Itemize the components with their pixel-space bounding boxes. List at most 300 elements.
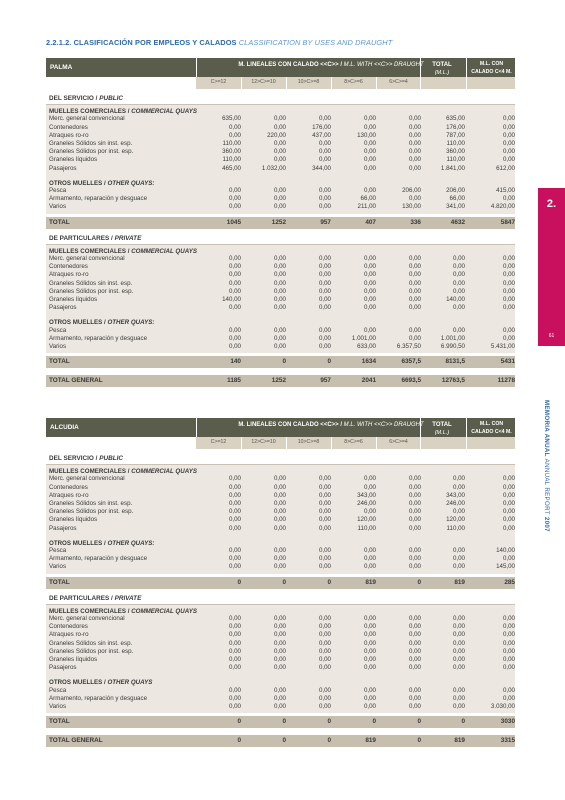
total-value: 0 — [417, 737, 421, 745]
cell-value: 0,00 — [318, 499, 331, 507]
draught-subheader: C>=12 — [210, 79, 227, 85]
cell-value: 246,00 — [357, 499, 376, 507]
table-row — [46, 640, 515, 648]
row-label: Graneles líquidos — [49, 655, 98, 663]
cell-value: 0,00 — [363, 639, 376, 647]
table-row — [46, 703, 515, 711]
table-row — [46, 140, 515, 148]
row-label: Atraques ro-ro — [49, 631, 89, 639]
table-row — [46, 492, 515, 500]
total-header-en: (M.L.) — [434, 70, 450, 76]
table-row — [46, 165, 515, 173]
row-label: Graneles Sólidos sin inst. esp. — [49, 279, 133, 287]
cell-value: 0,00 — [408, 295, 421, 303]
cell-value: 0,00 — [228, 631, 241, 639]
table-row — [46, 280, 515, 288]
cell-value: 0,00 — [502, 304, 515, 312]
table-row — [46, 148, 515, 156]
cell-value: 0,00 — [502, 615, 515, 623]
cell-value: 0,00 — [273, 508, 286, 516]
total-value: 0 — [372, 718, 376, 726]
cell-value: 0,00 — [273, 279, 286, 287]
cell-value: 0,00 — [273, 516, 286, 524]
cell-value: 635,00 — [446, 115, 465, 123]
group-heading-es: MUELLES COMERCIALES / — [49, 607, 130, 615]
cell-value: 0,00 — [452, 623, 465, 631]
subheader-divider — [420, 437, 421, 449]
cell-value: 0,00 — [363, 703, 376, 711]
cell-value: 0,00 — [408, 123, 421, 131]
cell-value: 0,00 — [363, 555, 376, 563]
cell-value: 0,00 — [408, 664, 421, 672]
total-row — [46, 577, 515, 589]
cell-value: 0,00 — [228, 187, 241, 195]
subheader-divider — [286, 77, 287, 89]
cell-value: 0,00 — [363, 563, 376, 571]
subheader-divider — [241, 77, 242, 89]
group-heading-en: COMMERCIAL QUAYS — [131, 108, 197, 115]
cell-value: 0,00 — [228, 516, 241, 524]
table-row — [46, 687, 515, 695]
cell-value: 0,00 — [228, 555, 241, 563]
cell-value: 0,00 — [452, 263, 465, 271]
group-heading — [46, 107, 515, 115]
cell-value: 0,00 — [363, 148, 376, 156]
data-block — [46, 244, 515, 354]
cell-value: 0,00 — [502, 263, 515, 271]
table-row — [46, 288, 515, 296]
section-heading-public: DEL SERVICIO / PUBLIC — [49, 95, 123, 102]
section-heading-es: DE PARTICULARES — [49, 594, 110, 602]
row-label: Contenedores — [49, 263, 88, 271]
cell-value: 0,00 — [228, 195, 241, 203]
cell-value: 787,00 — [446, 131, 465, 139]
group-heading-es: OTROS MUELLES / — [49, 679, 106, 687]
cell-value: 0,00 — [452, 279, 465, 287]
cell-value: 465,00 — [222, 164, 241, 172]
total-header-en: (M.L.) — [434, 430, 450, 436]
cell-value: 130,00 — [357, 131, 376, 139]
cell-value: 0,00 — [318, 187, 331, 195]
cell-value: 0,00 — [502, 115, 515, 123]
cell-value: 0,00 — [228, 475, 241, 483]
draught-subheader: 12>C>=10 — [251, 79, 276, 85]
cell-value: 0,00 — [228, 491, 241, 499]
row-label: Pasajeros — [49, 664, 77, 672]
cell-value: 0,00 — [452, 703, 465, 711]
cell-value: 0,00 — [408, 563, 421, 571]
cell-value: 0,00 — [408, 148, 421, 156]
cell-value: 211,00 — [357, 203, 376, 211]
cell-value: 0,00 — [363, 475, 376, 483]
cell-value: 0,00 — [363, 508, 376, 516]
row-label: Pasajeros — [49, 164, 77, 172]
total-row — [46, 217, 515, 229]
cell-value: 0,00 — [363, 631, 376, 639]
cell-value: 0,00 — [273, 555, 286, 563]
row-label: Pesca — [49, 326, 67, 334]
cell-value: 0,00 — [408, 516, 421, 524]
cell-value: 110,00 — [446, 156, 465, 164]
cell-value: 0,00 — [452, 255, 465, 263]
cell-value: 0,00 — [363, 655, 376, 663]
draught-subheader: 8>C>=6 — [344, 79, 363, 85]
cell-value: 0,00 — [452, 287, 465, 295]
row-label: Armamento, reparación y desguace — [49, 334, 148, 342]
group-heading — [46, 607, 515, 615]
cell-value: 0,00 — [502, 295, 515, 303]
cell-value: 0,00 — [502, 271, 515, 279]
ml-header-line1: M.L. CON — [479, 61, 504, 67]
cell-value: 0,00 — [318, 491, 331, 499]
row-label: Graneles Sólidos sin inst. esp. — [49, 499, 133, 507]
total-value: 1634 — [361, 358, 376, 366]
total-label: TOTAL — [49, 358, 70, 366]
total-value: 0 — [461, 718, 465, 726]
cell-value: 110,00 — [446, 139, 465, 147]
cell-value: 0,00 — [273, 524, 286, 532]
total-value: 4632 — [450, 218, 465, 226]
cell-value: 0,00 — [502, 694, 515, 702]
row-label: Contenedores — [49, 623, 88, 631]
cell-value: 0,00 — [408, 255, 421, 263]
cell-value: 0,00 — [273, 326, 286, 334]
subheader-divider — [331, 437, 332, 449]
cell-value: 0,00 — [502, 475, 515, 483]
row-label: Graneles Sólidos por inst. esp. — [49, 287, 134, 295]
table-row — [46, 525, 515, 533]
total-value: 5847 — [500, 218, 515, 226]
subheader-divider — [331, 77, 332, 89]
cell-value: 0,00 — [502, 139, 515, 147]
row-label: Atraques ro-ro — [49, 131, 89, 139]
total-general-row — [46, 735, 515, 747]
section-heading-en: PRIVATE — [114, 594, 142, 602]
section-heading-en: PRIVATE — [114, 234, 142, 242]
cell-value: 0,00 — [502, 655, 515, 663]
cell-value: 0,00 — [502, 131, 515, 139]
cell-value: 1.841,00 — [440, 164, 465, 172]
cell-value: 0,00 — [452, 304, 465, 312]
total-value: 957 — [320, 377, 331, 385]
ml-header — [468, 61, 515, 76]
section-heading — [46, 38, 392, 47]
cell-value: 0,00 — [228, 563, 241, 571]
cell-value: 612,00 — [496, 164, 515, 172]
cell-value: 0,00 — [228, 499, 241, 507]
cell-value: 0,00 — [273, 263, 286, 271]
ml-header-line2: CALADO C<4 M. — [471, 68, 512, 75]
ml-header-line1: M.L. CON — [479, 421, 504, 427]
total-value: 3030 — [500, 718, 515, 726]
cell-value: 140,00 — [496, 547, 515, 555]
total-general-spacer — [46, 368, 515, 372]
table-alcudia — [46, 418, 515, 747]
row-label: Atraques ro-ro — [49, 491, 89, 499]
cell-value: 0,00 — [318, 263, 331, 271]
table-palma — [46, 58, 515, 387]
cell-value: 0,00 — [502, 123, 515, 131]
table-row — [46, 187, 515, 195]
cell-value: 0,00 — [502, 647, 515, 655]
cell-value: 437,00 — [312, 131, 331, 139]
total-value: 0 — [327, 737, 331, 745]
total-value: 819 — [454, 578, 465, 586]
cell-value: 110,00 — [357, 524, 376, 532]
cell-value: 0,00 — [318, 195, 331, 203]
cell-value: 0,00 — [408, 524, 421, 532]
cell-value: 0,00 — [452, 547, 465, 555]
cell-value: 0,00 — [318, 279, 331, 287]
cell-value: 0,00 — [273, 287, 286, 295]
section-heading-en: PUBLIC — [99, 95, 123, 102]
cell-value: 6.357,50 — [396, 343, 421, 351]
row-label: Pesca — [49, 547, 67, 555]
draught-subheader: 6>C>=4 — [389, 79, 408, 85]
cell-value: 0,00 — [502, 639, 515, 647]
total-value: 819 — [365, 737, 376, 745]
cell-value: 0,00 — [502, 255, 515, 263]
cell-value: 0,00 — [363, 623, 376, 631]
row-label: Graneles líquidos — [49, 156, 98, 164]
cell-value: 0,00 — [318, 555, 331, 563]
cell-value: 66,00 — [360, 195, 376, 203]
section-heading-es: DE PARTICULARES — [49, 234, 110, 242]
cell-value: 0,00 — [228, 508, 241, 516]
subheader-bar — [46, 77, 515, 89]
cell-value: 0,00 — [228, 203, 241, 211]
section-number: 2.2.1.2. — [46, 38, 72, 47]
total-value: 6357,5 — [401, 358, 421, 366]
section-heading-private: DE PARTICULARES / PRIVATE — [49, 594, 142, 602]
row-label: Graneles líquidos — [49, 295, 98, 303]
cell-value: 0,00 — [502, 279, 515, 287]
cell-value: 0,00 — [228, 547, 241, 555]
table-row — [46, 508, 515, 516]
cell-value: 0,00 — [408, 694, 421, 702]
side-label-en: ANNUAL REPORT — [543, 458, 550, 515]
chapter-tab — [538, 188, 565, 346]
total-value: 12763,5 — [441, 377, 465, 385]
total-value: 0 — [417, 718, 421, 726]
cell-value: 0,00 — [408, 639, 421, 647]
total-value: 1045 — [226, 218, 241, 226]
subheader-divider — [466, 437, 467, 449]
draught-subheader: 10>C>=8 — [297, 79, 320, 85]
draught-span-es: M. LINEALES CON CALADO <<C>> / — [238, 62, 342, 68]
cell-value: 0,00 — [452, 555, 465, 563]
data-block — [46, 604, 515, 714]
table-row — [46, 555, 515, 563]
header-divider — [196, 58, 197, 77]
cell-value: 0,00 — [228, 123, 241, 131]
cell-value: 0,00 — [363, 115, 376, 123]
cell-value: 0,00 — [408, 156, 421, 164]
total-row — [46, 716, 515, 728]
cell-value: 0,00 — [318, 686, 331, 694]
total-header — [420, 61, 464, 77]
cell-value: 0,00 — [228, 664, 241, 672]
cell-value: 0,00 — [273, 491, 286, 499]
header-divider — [420, 58, 421, 77]
side-label — [543, 400, 550, 532]
total-value: 0 — [282, 358, 286, 366]
section-heading-public: DEL SERVICIO / PUBLIC — [49, 455, 123, 462]
group-heading — [46, 247, 515, 255]
cell-value: 0,00 — [408, 555, 421, 563]
cell-value: 4.820,00 — [490, 203, 515, 211]
total-value: 285 — [504, 578, 515, 586]
cell-value: 0,00 — [408, 483, 421, 491]
header-divider — [466, 58, 467, 77]
cell-value: 0,00 — [363, 295, 376, 303]
cell-value: 0,00 — [273, 334, 286, 342]
subheader-bar — [46, 437, 515, 449]
subheader-divider — [241, 437, 242, 449]
cell-value: 0,00 — [273, 203, 286, 211]
total-value: 1185 — [227, 377, 241, 385]
cell-value: 0,00 — [273, 694, 286, 702]
cell-value: 0,00 — [363, 263, 376, 271]
cell-value: 206,00 — [446, 187, 465, 195]
table-row — [46, 115, 515, 123]
cell-value: 0,00 — [452, 475, 465, 483]
cell-value: 0,00 — [363, 156, 376, 164]
cell-value: 0,00 — [228, 279, 241, 287]
cell-value: 0,00 — [452, 664, 465, 672]
total-value: 140 — [230, 358, 241, 366]
row-label: Pasajeros — [49, 524, 77, 532]
cell-value: 0,00 — [318, 516, 331, 524]
total-value: 3315 — [500, 737, 515, 745]
table-row — [46, 500, 515, 508]
data-block — [46, 464, 515, 574]
cell-value: 0,00 — [452, 271, 465, 279]
draught-subheader: 6>C>=4 — [389, 439, 408, 445]
group-heading-en: OTHER QUAYS: — [107, 179, 155, 187]
total-value: 5431 — [500, 358, 515, 366]
cell-value: 0,00 — [318, 508, 331, 516]
cell-value: 0,00 — [318, 304, 331, 312]
cell-value: 0,00 — [363, 547, 376, 555]
row-label: Graneles líquidos — [49, 516, 98, 524]
cell-value: 0,00 — [318, 615, 331, 623]
section-heading-es: DEL SERVICIO — [49, 95, 94, 102]
cell-value: 0,00 — [363, 694, 376, 702]
total-value: 0 — [417, 578, 421, 586]
row-label: Graneles Sólidos por inst. esp. — [49, 647, 134, 655]
chapter-number: 2. — [546, 198, 557, 210]
table-row — [46, 195, 515, 203]
cell-value: 0,00 — [273, 187, 286, 195]
cell-value: 0,00 — [408, 615, 421, 623]
cell-value: 0,00 — [273, 139, 286, 147]
total-value: 2041 — [361, 377, 376, 385]
cell-value: 0,00 — [408, 703, 421, 711]
total-value: 336 — [410, 218, 421, 226]
row-label: Varios — [49, 203, 67, 211]
total-value: 407 — [365, 218, 376, 226]
cell-value: 341,00 — [446, 203, 465, 211]
group-heading — [46, 539, 515, 547]
cell-value: 0,00 — [273, 615, 286, 623]
cell-value: 0,00 — [408, 631, 421, 639]
section-heading-en: PUBLIC — [99, 455, 123, 462]
cell-value: 0,00 — [408, 271, 421, 279]
cell-value: 0,00 — [452, 563, 465, 571]
draught-subheader: 12>C>=10 — [251, 439, 276, 445]
subheader-divider — [376, 437, 377, 449]
cell-value: 0,00 — [363, 164, 376, 172]
cell-value: 0,00 — [273, 304, 286, 312]
cell-value: 0,00 — [318, 475, 331, 483]
cell-value: 0,00 — [452, 483, 465, 491]
total-value: 819 — [454, 737, 465, 745]
cell-value: 0,00 — [318, 326, 331, 334]
cell-value: 130,00 — [402, 203, 421, 211]
cell-value: 206,00 — [402, 187, 421, 195]
cell-value: 0,00 — [228, 524, 241, 532]
total-value: 8131,5 — [445, 358, 465, 366]
row-label: Graneles Sólidos sin inst. esp. — [49, 639, 133, 647]
table-row — [46, 631, 515, 639]
cell-value: 344,00 — [312, 164, 331, 172]
cell-value: 140,00 — [222, 295, 241, 303]
cell-value: 6.990,50 — [440, 343, 465, 351]
cell-value: 1.032,00 — [261, 164, 286, 172]
cell-value: 0,00 — [318, 287, 331, 295]
cell-value: 0,00 — [228, 623, 241, 631]
row-label: Armamento, reparación y desguace — [49, 694, 148, 702]
total-value: 957 — [320, 218, 331, 226]
cell-value: 0,00 — [273, 475, 286, 483]
total-header-es: TOTAL — [432, 422, 452, 428]
cell-value: 0,00 — [273, 623, 286, 631]
cell-value: 1.001,00 — [440, 334, 465, 342]
total-label: TOTAL — [49, 718, 70, 726]
cell-value: 0,00 — [228, 483, 241, 491]
cell-value: 120,00 — [446, 516, 465, 524]
section-title-es: CLASIFICACIÓN POR EMPLEOS Y CALADOS — [73, 38, 237, 47]
cell-value: 0,00 — [363, 326, 376, 334]
table-row — [46, 664, 515, 672]
cell-value: 0,00 — [502, 195, 515, 203]
cell-value: 0,00 — [363, 287, 376, 295]
table-header-bar — [46, 418, 515, 437]
cell-value: 0,00 — [363, 647, 376, 655]
table-row — [46, 547, 515, 555]
cell-value: 0,00 — [363, 615, 376, 623]
draught-span-en: M.L. WITH <<C>> DRAUGHT — [343, 62, 424, 68]
cell-value: 0,00 — [318, 647, 331, 655]
cell-value: 0,00 — [273, 295, 286, 303]
row-label: Graneles Sólidos sin inst. esp. — [49, 139, 133, 147]
cell-value: 0,00 — [363, 304, 376, 312]
cell-value: 0,00 — [408, 164, 421, 172]
cell-value: 0,00 — [228, 326, 241, 334]
cell-value: 0,00 — [318, 115, 331, 123]
cell-value: 0,00 — [408, 547, 421, 555]
cell-value: 0,00 — [318, 639, 331, 647]
cell-value: 0,00 — [228, 287, 241, 295]
row-label: Merc. general convencional — [49, 615, 125, 623]
table-row — [46, 695, 515, 703]
cell-value: 0,00 — [452, 326, 465, 334]
group-heading-es: OTROS MUELLES / — [49, 539, 106, 547]
group-heading — [46, 678, 515, 686]
section-heading-es: DEL SERVICIO — [49, 455, 94, 462]
subheader-divider — [420, 77, 421, 89]
